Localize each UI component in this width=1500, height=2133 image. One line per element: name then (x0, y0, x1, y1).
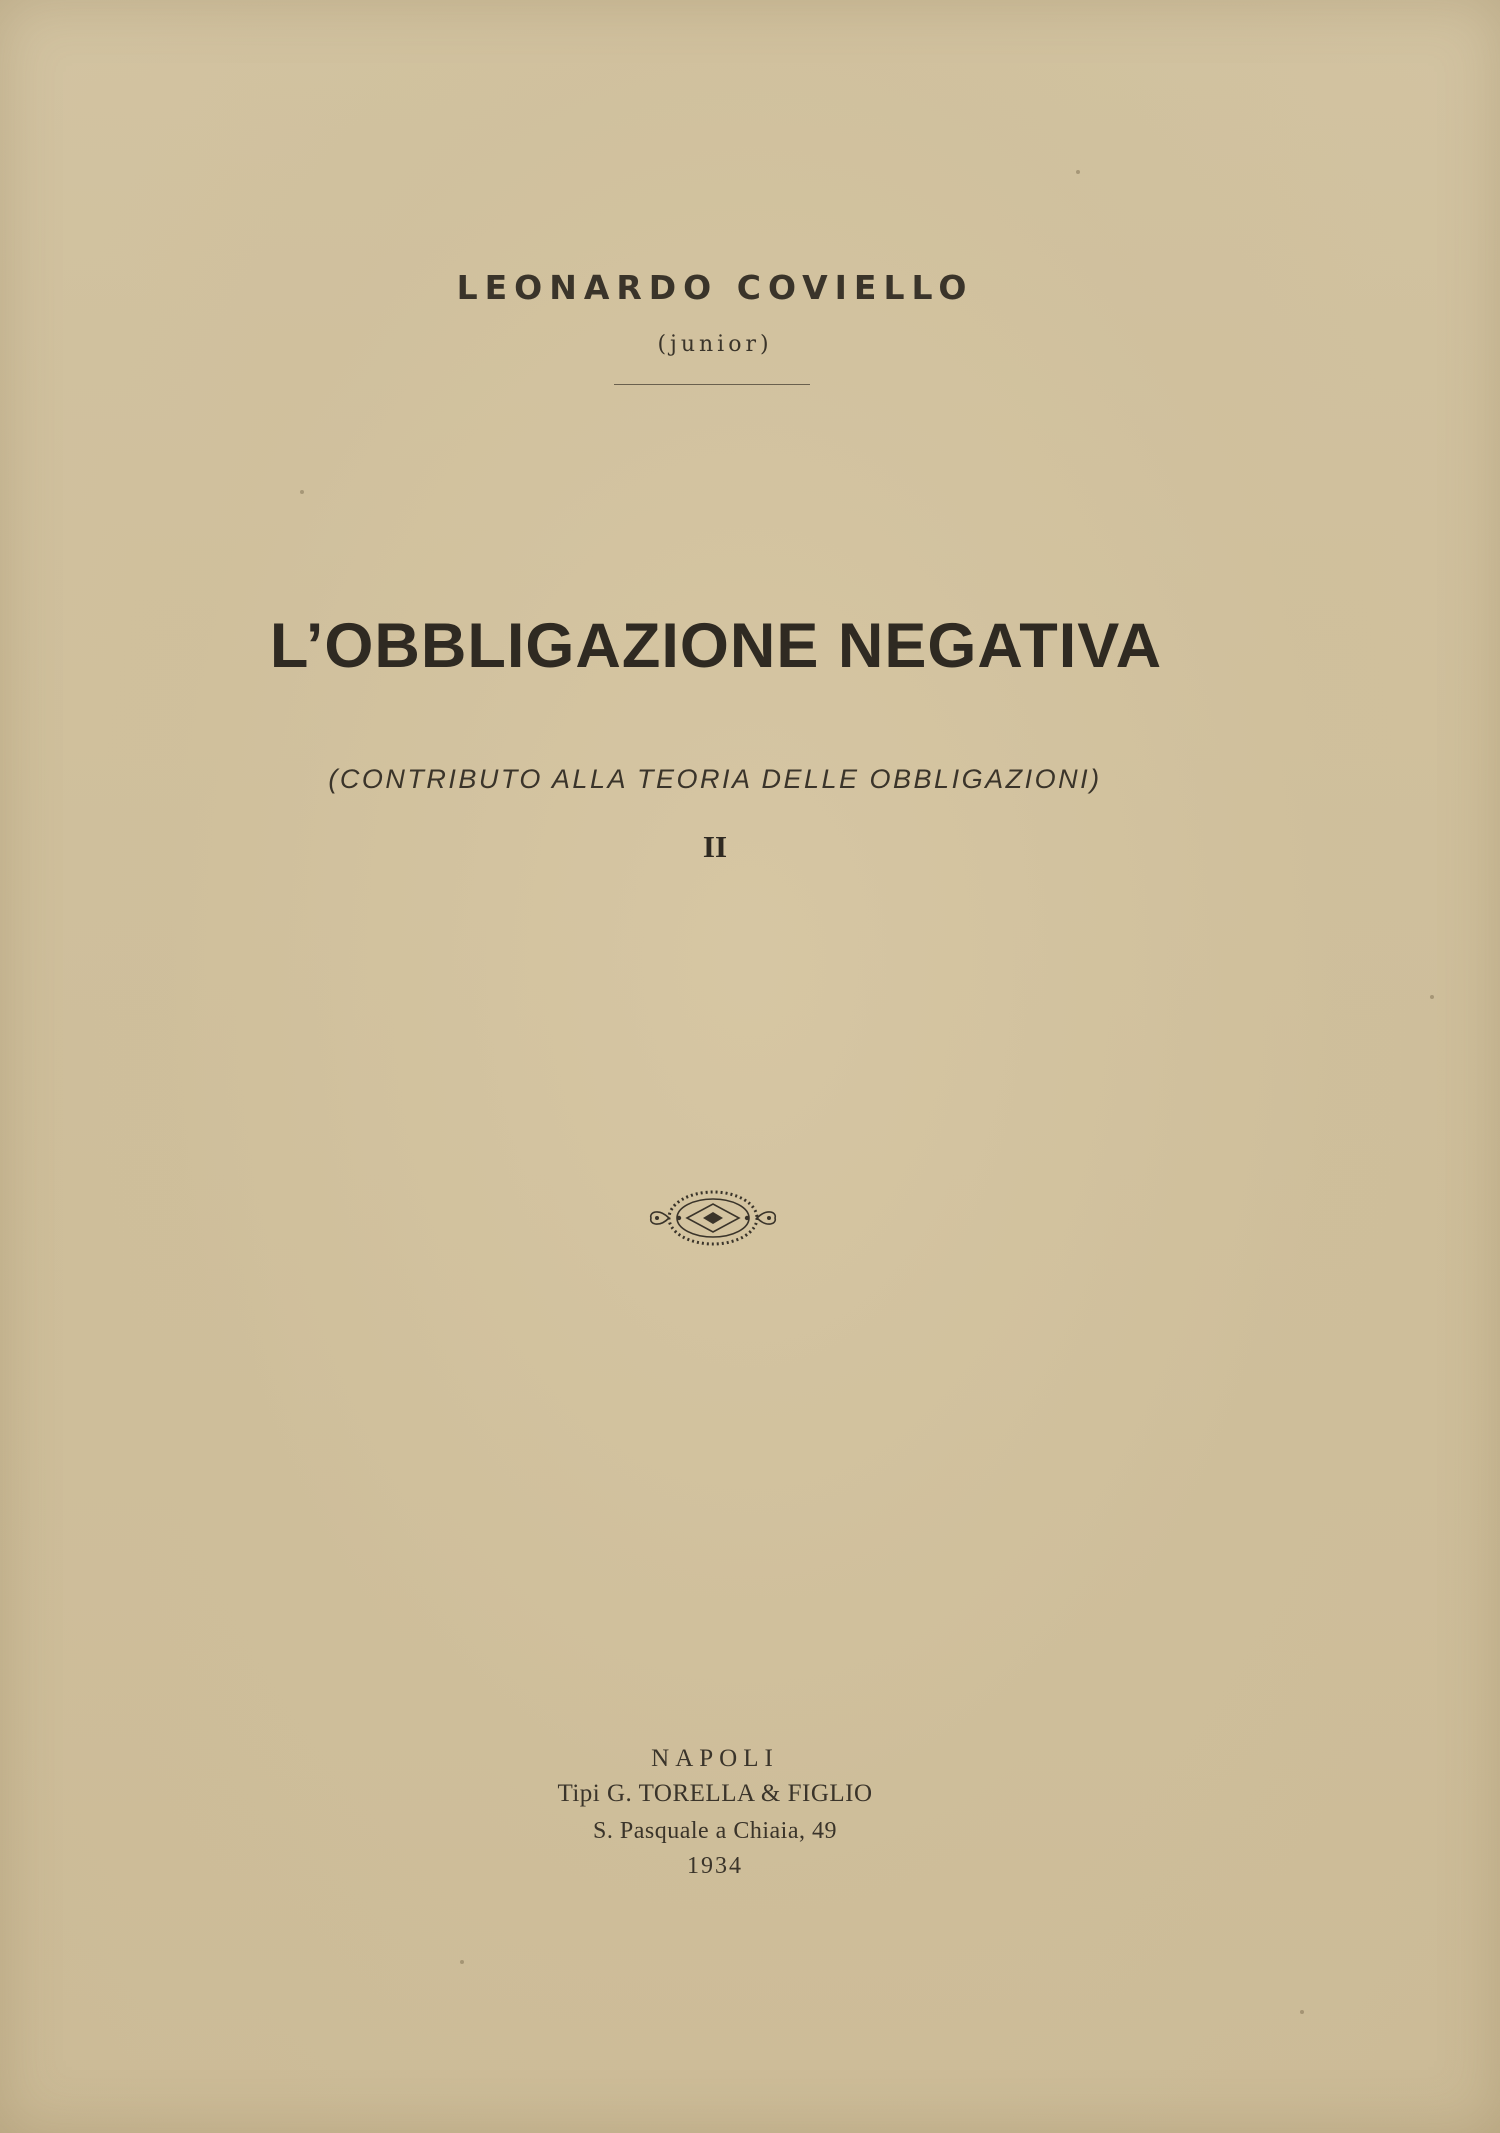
paper-speck (460, 1960, 464, 1964)
imprint-printer: Tipi G. TORELLA & FIGLIO (557, 1780, 873, 1807)
book-subtitle: (CONTRIBUTO ALLA TEORIA DELLE OBBLIGAZIONI) (328, 764, 1102, 794)
paper-speck (1300, 2010, 1304, 2014)
ornamental-cartouche-icon (645, 1178, 781, 1258)
paper-speck (1430, 995, 1434, 999)
book-title: L’OBBLIGAZIONE NEGATIVA (269, 611, 1163, 681)
author-note: (junior) (657, 332, 773, 357)
imprint-address: S. Pasquale a Chiaia, 49 (593, 1818, 837, 1844)
imprint-year: 1934 (687, 1853, 743, 1879)
paper-speck (1076, 170, 1080, 174)
author-name: LEONARDO COVIELLO (456, 268, 974, 307)
imprint-city: NAPOLI (651, 1745, 779, 1772)
volume-number: II (702, 829, 728, 864)
paper-speck (300, 490, 304, 494)
divider-rule (614, 384, 810, 385)
